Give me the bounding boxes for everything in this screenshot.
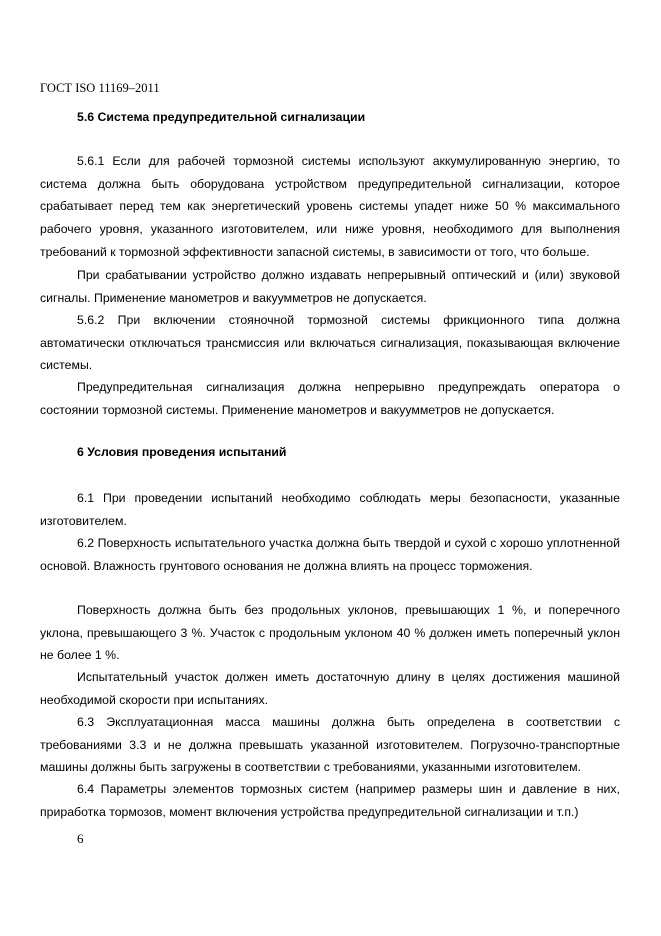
section-heading-5-6: 5.6 Система предупредительной сигнализации [77, 110, 366, 124]
paragraph-5-6-2-warning: Предупредительная сигнализация должна непрерывно предупреждать оператора о состоянии тормозной системы. Применение манометров и вакуумметров не допускается. [40, 380, 620, 417]
paragraph-5-6-2: 5.6.2 При включении стояночной тормозной системы фрикционного типа должна автоматически отключаться трансмиссия или включаться сигнализация, показывающая включение системы. [40, 313, 620, 373]
page-number: 6 [77, 831, 84, 846]
paragraph-5-6-1: 5.6.1 Если для рабочей тормозной системы используют аккумулированную энергию, то система должна быть оборудована устройством предупредительной сигнализации, которое срабатывает перед тем как энергетический уровень системы упадет ниже 50 % максимального рабочего уровня, указанного изготовителем, или ниже уровня, необходимого для выполнения требований к тормозной эффективности запасной системы, в зависимости от того, что больше. [40, 154, 620, 259]
paragraph-6-3: 6.3 Эксплуатационная масса машины должна быть определена в соответствии с требованиями 3.3 и не должна превышать указанной изготовителем. Погрузочно-транспортные машины должны быть загружены в соответствии с требованиями, указанными изготовителем. [40, 715, 620, 775]
paragraph-6-2-slopes: Поверхность должна быть без продольных уклонов, превышающих 1 %, и поперечного уклона, превышающего 3 %. Участок с продольным уклоном 40 % должен иметь поперечный уклон не более 1 %. [40, 603, 620, 663]
paragraph-6-2: 6.2 Поверхность испытательного участка должна быть твердой и сухой с хорошо уплотненной основой. Влажность грунтового основания не должна влиять на процесс торможения. [40, 536, 620, 573]
paragraph-6-2-length: Испытательный участок должен иметь достаточную длину в целях достижения машиной необходимой скорости при испытаниях. [40, 670, 620, 707]
section-heading-6: 6 Условия проведения испытаний [77, 445, 287, 459]
paragraph-6-1: 6.1 При проведении испытаний необходимо соблюдать меры безопасности, указанные изготовителем. [40, 491, 620, 528]
standard-header: ГОСТ ISO 11169–2011 [40, 81, 160, 95]
paragraph-6-4: 6.4 Параметры элементов тормозных систем (например размеры шин и давление в них, приработка тормозов, момент включения устройства предупредительной сигнализации и т.п.) [40, 782, 620, 819]
paragraph-5-6-1-signal: При срабатывании устройство должно издавать непрерывный оптический и (или) звуковой сигналы. Применение манометров и вакуумметров не допускается. [40, 268, 620, 305]
